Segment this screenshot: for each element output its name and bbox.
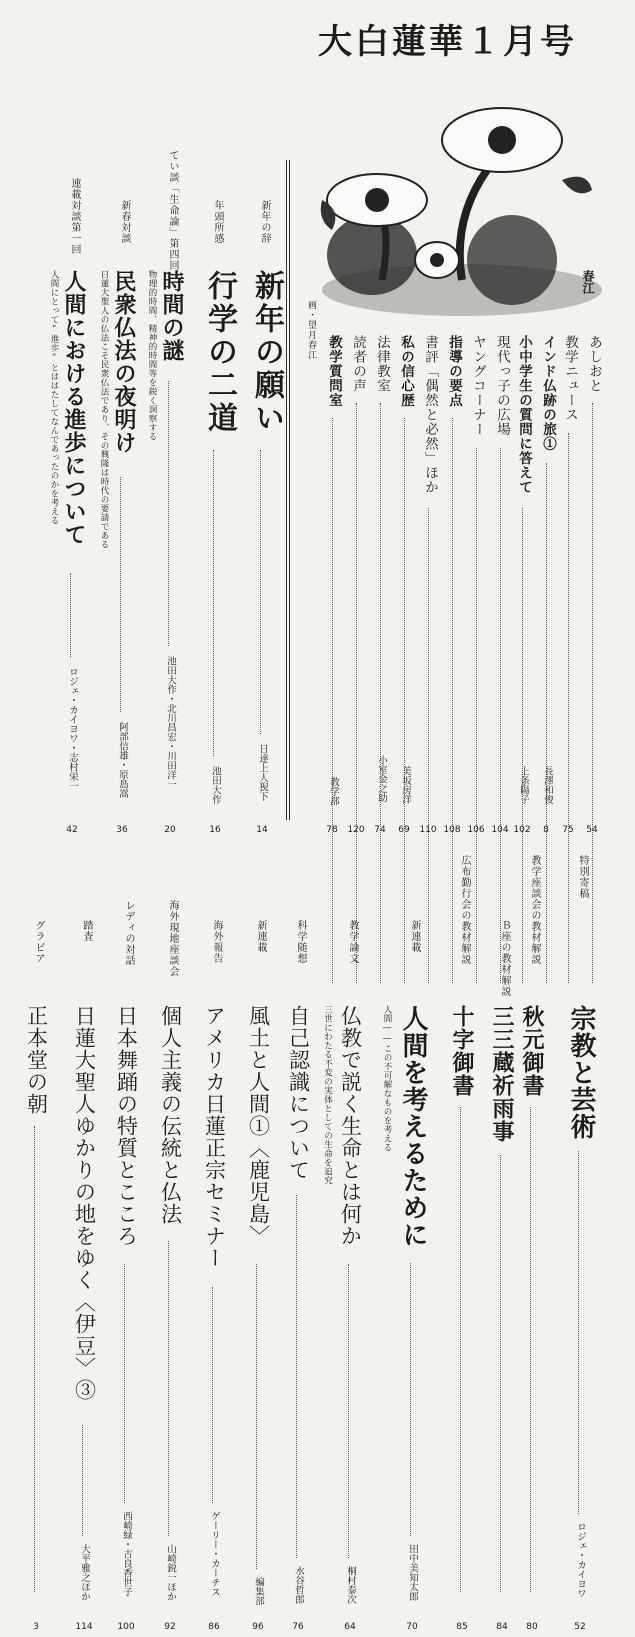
toc-item-title[interactable]: 現代っ子の広場 bbox=[494, 335, 510, 437]
toc-item-author: 長澤和俊 bbox=[542, 766, 553, 804]
toc-main-title[interactable]: アメリカ日蓮正宗セミナー bbox=[202, 1005, 227, 1269]
toc-item-title[interactable]: 小中学生の質問に答えて bbox=[516, 335, 532, 495]
flower-illustration bbox=[312, 80, 612, 320]
toc-author: 田中美知太郎 bbox=[407, 1544, 418, 1601]
page-number: 96 bbox=[252, 1622, 264, 1632]
toc-kicker: 海外報告 bbox=[211, 920, 222, 964]
toc-main-title[interactable]: 宗教と芸術 bbox=[566, 1005, 596, 1140]
toc-item-author: 美坂房洋 bbox=[400, 766, 411, 804]
page-number: 42 bbox=[66, 825, 78, 835]
toc-author: 桐村泰次 bbox=[345, 1566, 356, 1604]
leader-dots bbox=[592, 403, 593, 983]
page-number: 78 bbox=[326, 825, 338, 835]
page-number: 20 bbox=[164, 825, 176, 835]
page-title: 大白蓮華１月号 bbox=[318, 22, 577, 62]
toc-kicker: グラビア bbox=[33, 920, 44, 964]
toc-kicker: 新連載 bbox=[255, 920, 266, 953]
toc-main-title[interactable]: 新年の願い bbox=[249, 270, 284, 435]
page-number: 104 bbox=[491, 825, 509, 835]
toc-main-title[interactable]: 十字御書 bbox=[449, 1005, 475, 1097]
toc-main-title[interactable]: 日蓮大聖人ゆかりの地をゆく〈伊豆〉③ bbox=[72, 1005, 97, 1401]
toc-author: ロジェ・カイヨワ・志村栄一 bbox=[67, 667, 78, 791]
leader-dots bbox=[70, 573, 71, 657]
toc-subtitle: 人間――この不可解なものを考える bbox=[382, 1005, 392, 1152]
illustration-signature: 春江 bbox=[581, 270, 595, 294]
page-number: 16 bbox=[209, 825, 221, 835]
toc-item-author: 上条陽子 bbox=[518, 766, 529, 804]
toc-subtitle: 三世にわたる不変の実体としての生命を追究 bbox=[322, 1005, 333, 1185]
toc-kicker: Ｂ座の教材解説 bbox=[499, 920, 510, 997]
toc-kicker: 教学座談会の教材解説 bbox=[529, 855, 540, 965]
leader-dots bbox=[530, 1107, 531, 1592]
page-number: 114 bbox=[75, 1622, 93, 1632]
leader-dots bbox=[578, 1151, 579, 1514]
toc-author: 水谷哲郎 bbox=[293, 1566, 304, 1604]
leader-dots bbox=[522, 508, 523, 983]
toc-main-title[interactable]: 行学の二道 bbox=[202, 270, 237, 435]
toc-main-title[interactable]: 民衆仏法の夜明け bbox=[111, 270, 137, 454]
toc-main-title[interactable]: 日本舞踊の特質とこころ bbox=[114, 1005, 139, 1247]
toc-author: 山崎鋭一ほか bbox=[165, 1544, 176, 1601]
page-number: 36 bbox=[116, 825, 128, 835]
leader-dots bbox=[568, 433, 569, 983]
toc-item-title[interactable]: 指導の要点 bbox=[446, 335, 462, 408]
leader-dots bbox=[82, 1425, 83, 1536]
toc-main-title[interactable]: 人間を考えるために bbox=[398, 1005, 428, 1248]
toc-main-title[interactable]: 時間の謎 bbox=[159, 270, 185, 362]
leader-dots bbox=[428, 508, 429, 983]
page-number: 102 bbox=[513, 825, 531, 835]
page-number: 92 bbox=[164, 1622, 176, 1632]
leader-dots bbox=[213, 450, 214, 756]
divider bbox=[286, 160, 290, 820]
leader-dots bbox=[124, 1264, 125, 1503]
toc-author: ロジェ・カイヨワ bbox=[575, 1522, 586, 1598]
page-number: 76 bbox=[292, 1622, 304, 1632]
leader-dots bbox=[168, 1241, 169, 1536]
page-number: 64 bbox=[344, 1622, 356, 1632]
toc-main-title[interactable]: 個人主義の伝統と仏法 bbox=[158, 1005, 183, 1225]
leader-dots bbox=[500, 1155, 501, 1592]
leader-dots bbox=[500, 448, 501, 983]
toc-item-author: 小室金之助 bbox=[376, 755, 387, 803]
leader-dots bbox=[452, 418, 453, 983]
leader-dots bbox=[256, 1264, 257, 1569]
toc-main-title[interactable]: 三三蔵祈雨事 bbox=[489, 1005, 515, 1143]
toc-author: 大平雅之ほか bbox=[79, 1544, 90, 1601]
page-number: 52 bbox=[574, 1622, 586, 1632]
toc-item-title[interactable]: 読者の声 bbox=[350, 335, 366, 393]
toc-author: 日達上人猊下 bbox=[257, 744, 268, 801]
page-number: 110 bbox=[419, 825, 437, 835]
leader-dots bbox=[404, 418, 405, 983]
leader-dots bbox=[332, 418, 333, 983]
page-number: 3 bbox=[33, 1622, 39, 1632]
toc-author: 西崎緑・吉良香世子 bbox=[121, 1511, 132, 1597]
toc-main-title[interactable]: 秋元御書 bbox=[519, 1005, 545, 1097]
toc-kicker: 新年の辞 bbox=[259, 200, 270, 244]
toc-author: 池田大作・北川昌宏・川田洋一 bbox=[165, 656, 176, 789]
page-number: 84 bbox=[496, 1622, 508, 1632]
toc-author: 編集部 bbox=[253, 1577, 264, 1606]
leader-dots bbox=[546, 463, 547, 983]
leader-dots bbox=[348, 1264, 349, 1558]
toc-main-title[interactable]: 仏教で説く生命とは何か bbox=[338, 1005, 363, 1247]
page-number: 14 bbox=[256, 825, 268, 835]
toc-kicker: 海外現地座談会 bbox=[167, 900, 178, 977]
toc-item-title[interactable]: 教学ニュース bbox=[562, 335, 578, 422]
leader-dots bbox=[296, 1195, 297, 1558]
toc-main-title[interactable]: 人間における進歩について bbox=[61, 270, 87, 546]
toc-item-title[interactable]: 私の信心歴 bbox=[398, 335, 414, 408]
toc-main-title[interactable]: 正本堂の朝 bbox=[24, 1005, 49, 1115]
toc-kicker: 教学論文 bbox=[347, 920, 358, 964]
toc-kicker: レディの対話 bbox=[123, 900, 134, 966]
toc-subtitle: 物理的時間、精神的時間等を鋭く洞察する bbox=[147, 270, 157, 441]
toc-kicker: 年頭所感 bbox=[212, 200, 223, 244]
leader-dots bbox=[260, 450, 261, 734]
leader-dots bbox=[476, 448, 477, 983]
page-number: 74 bbox=[374, 825, 386, 835]
toc-kicker: 新春対談 bbox=[119, 200, 130, 244]
toc-kicker: てい談「生命論」第四回 bbox=[167, 150, 178, 271]
page-number: 75 bbox=[562, 825, 574, 835]
toc-item-title[interactable]: 教学質問室 bbox=[326, 335, 342, 408]
toc-kicker: 科学随想 bbox=[295, 920, 306, 964]
leader-dots bbox=[410, 1263, 411, 1536]
page-number: 8 bbox=[543, 825, 549, 835]
leader-dots bbox=[380, 403, 381, 983]
page-number: 86 bbox=[208, 1622, 220, 1632]
page-number: 120 bbox=[347, 825, 365, 835]
leader-dots bbox=[212, 1287, 213, 1503]
page-number: 69 bbox=[398, 825, 410, 835]
page-number: 108 bbox=[443, 825, 461, 835]
page-number: 100 bbox=[117, 1622, 135, 1632]
toc-kicker: 踏査 bbox=[81, 920, 92, 942]
flower-drawing-icon bbox=[312, 80, 612, 320]
toc-author: 阿部信雄・原島嵩 bbox=[117, 722, 128, 798]
toc-subtitle: 人間にとって“進歩”とははたしてなんであったのかを考える bbox=[49, 270, 59, 525]
leader-dots bbox=[120, 477, 121, 712]
toc-item-title[interactable]: 法律教室 bbox=[374, 335, 390, 393]
toc-subtitle: 日蓮大聖人の仏法こそ民衆仏法であり、その興隆は時代の要請である bbox=[99, 270, 109, 549]
toc-kicker: 特別寄稿 bbox=[577, 855, 588, 899]
toc-item-title[interactable]: インド仏跡の旅① bbox=[540, 335, 556, 451]
page-number: 80 bbox=[526, 1622, 538, 1632]
leader-dots bbox=[168, 381, 169, 646]
leader-dots bbox=[34, 1126, 35, 1592]
toc-item-title[interactable]: ヤングコーナー bbox=[470, 335, 486, 437]
toc-author: 池田大作 bbox=[210, 766, 221, 804]
toc-main-title[interactable]: 自己認識について bbox=[286, 1005, 311, 1181]
toc-author: ゲーリー・カーチス bbox=[209, 1511, 220, 1597]
illustration-credit: 画・望月春江 bbox=[306, 300, 316, 360]
toc-main-title[interactable]: 風土と人間①〈鹿児島〉 bbox=[246, 1005, 271, 1247]
leader-dots bbox=[460, 1107, 461, 1592]
leader-dots bbox=[356, 403, 357, 983]
toc-kicker: 新連載 bbox=[409, 920, 420, 953]
page-number: 70 bbox=[406, 1622, 418, 1632]
page-number: 106 bbox=[467, 825, 485, 835]
page-number: 54 bbox=[586, 825, 598, 835]
page-number: 85 bbox=[456, 1622, 468, 1632]
toc-item-title[interactable]: 書評「偶然と必然」ほか bbox=[422, 335, 438, 495]
toc-item-author: 教学部 bbox=[328, 777, 339, 806]
toc-kicker: 連載対談第一回 bbox=[69, 178, 80, 255]
toc-item-title[interactable]: あしおと bbox=[586, 335, 602, 393]
toc-kicker: 広布勤行会の教材解説 bbox=[459, 855, 470, 965]
